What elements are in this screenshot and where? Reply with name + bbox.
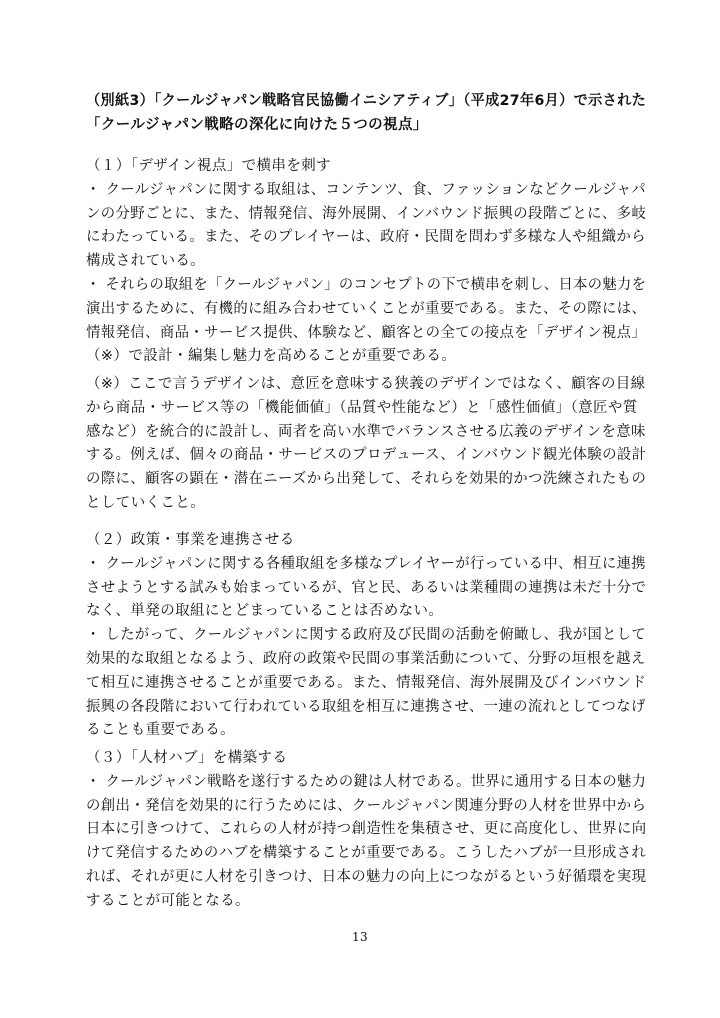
paragraph-line: 情報発信、商品・サービス提供、体験など、顧客との全ての接点を「デザイン視点」 [86,324,647,341]
paragraph-line: 演出するために、有機的に組み合わせていくことが重要である。また、その際には、 [86,300,647,317]
paragraph-line: することが可能となる。 [86,892,250,909]
paragraph-line: れば、それが更に人材を引きつけ、日本の魅力の向上につながるという好循環を実現 [86,868,647,885]
paragraph-line: ・ クールジャパンに関する取組は、コンテンツ、食、ファッションなどクールジャパ [86,181,647,198]
paragraph-line: ることも重要である。 [86,722,235,739]
section-talent-hub [86,747,646,914]
title-line: （別紙3）「クールジャパン戦略官民協働イニシアティブ」（平成27年6月）で示された [86,93,647,109]
note-line: から商品・サービス等の「機能価値」（品質や性能など）と「感性価値」（意匠や質 [86,399,638,416]
paragraph-line: ンの分野ごとに、また、情報発信、海外展開、インバウンド振興の段階ごとに、多岐 [86,205,647,222]
section-heading: （３）「人材ハブ」を構築する [86,750,288,766]
paragraph-line: けて発信するためのハブを構築することが重要である。こうしたハブが一旦形成され [86,845,647,862]
paragraph-line: 効果的な取組となるよう、政府の政策や民間の事業活動について、分野の垣根を越え [86,650,646,667]
note-line: としていくこと。 [86,494,206,511]
section-heading: （１）「デザイン視点」で横串を刺す [86,158,332,174]
section-policy-coordination [86,529,646,743]
title-line: 「クールジャパン戦略の深化に向けた５つの視点」 [86,116,428,133]
paragraph-line: させようとする試みも始まっているが、官と民、あるいは業種間の連携は未だ十分で [86,579,647,596]
paragraph-line: 振興の各段階において行われている取組を相互に連携させ、一連の流れとしてつなげ [86,698,646,715]
note-line: （※）ここで言うデザインは、意匠を意味する狭義のデザインではなく、顧客の目線 [86,376,646,392]
note-line: 感など）を統合的に設計し、両者を高い水準でバランスさせる広義のデザインを意味 [86,423,646,440]
page-number: 13 [351,930,369,944]
document-title [86,90,646,138]
note-line: の際に、顧客の顕在・潜在ニーズから出発して、それらを効果的かつ洗練されたもの [86,471,647,488]
paragraph-line: なく、単発の取組にとどまっていることは否めない。 [86,603,444,620]
paragraph-line: にわたっている。また、そのプレイヤーは、政府・民間を問わず多様な人や組織から [86,229,646,246]
paragraph-line: ・ クールジャパンに関する各種取組を多様なプレイヤーが行っている中、相互に連携 [86,555,646,572]
paragraph-line: の創出・発信を効果的に行うためには、クールジャパン関連分野の人材を世界中から [86,797,647,814]
note-line: する。例えば、個々の商品・サービスのプロデュース、インバウンド観光体験の設計 [86,447,647,464]
paragraph-line: 日本に引きつけて、これらの人材が持つ創造性を集積させ、更に高度化し、世界に向 [86,821,647,838]
paragraph-line: て相互に連携させることが重要である。また、情報発信、海外展開及びインバウンド [86,674,647,691]
paragraph-line: （※）で設計・編集し魅力を高めることが重要である。 [86,348,457,365]
design-note [86,373,646,516]
paragraph-line: ・ クールジャパン戦略を遂行するための鍵は人材である。世界に通用する日本の魅力 [86,773,647,790]
paragraph-line: ・ それらの取組を「クールジャパン」のコンセプトの下で横串を刺し、日本の魅力を [86,276,647,293]
paragraph-line: ・ したがって、クールジャパンに関する政府及び民間の活動を俯瞰し、我が国として [86,627,647,644]
section-design-perspective [86,155,646,369]
paragraph-line: 構成されている。 [86,253,206,270]
section-heading: （２）政策・事業を連携させる [86,532,295,548]
